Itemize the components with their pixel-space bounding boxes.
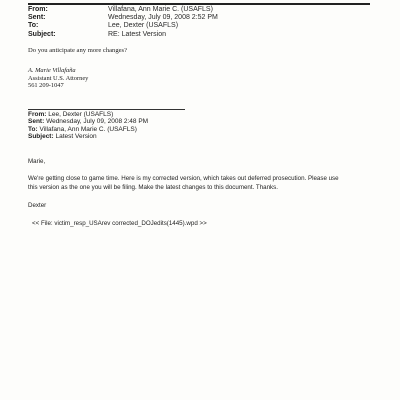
email2-signoff: Dexter bbox=[28, 202, 47, 209]
email1-body: Do you anticipate any more changes? bbox=[28, 47, 128, 54]
quoted-message-rule bbox=[28, 109, 185, 110]
subject-value: RE: Latest Version bbox=[108, 30, 166, 38]
from-label: From: bbox=[28, 6, 48, 13]
subject-value: Latest Version bbox=[55, 133, 97, 141]
to-value: Lee, Dexter (USAFLS) bbox=[108, 22, 179, 30]
top-rule bbox=[28, 3, 370, 5]
email2-greeting: Marie, bbox=[28, 158, 46, 165]
email2-from-row bbox=[28, 111, 388, 118]
email1-subject-row bbox=[28, 31, 388, 39]
to-label: To: bbox=[28, 125, 38, 133]
sent-label: Sent: bbox=[28, 14, 46, 22]
email2-paragraph-line1: We're getting close to game time. Here is my corrected version, which takes out deferred prosecution. Please use bbox=[28, 175, 339, 182]
email2-header bbox=[28, 111, 388, 141]
from-label: From: bbox=[28, 111, 47, 118]
signature-name: A. Marie Villafaña bbox=[28, 67, 76, 74]
email1-to-row bbox=[28, 22, 388, 30]
signature-title: Assistant U.S. Attorney bbox=[28, 74, 89, 82]
email2-to-row bbox=[28, 126, 388, 133]
to-value: Villafana, Ann Marie C. (USAFLS) bbox=[39, 125, 137, 133]
email1-header bbox=[28, 6, 388, 39]
to-label: To: bbox=[28, 22, 39, 30]
email2-paragraph-line2: this version as the one you will be filing. Make the latest changes to this document. Thanks. bbox=[28, 184, 278, 191]
attachment-link[interactable]: << File: victim_resp_USArev corrected_DOJedits(1445).wpd >> bbox=[32, 220, 207, 227]
signature-phone: 561 209-1047 bbox=[28, 82, 64, 90]
sent-value: Wednesday, July 09, 2008 2:48 PM bbox=[46, 118, 149, 126]
email1-from-row bbox=[28, 6, 388, 14]
email1-signature bbox=[28, 67, 88, 90]
subject-label: Subject: bbox=[28, 30, 56, 38]
subject-label: Subject: bbox=[28, 133, 54, 141]
sent-value: Wednesday, July 09, 2008 2:52 PM bbox=[108, 14, 218, 22]
email1-sent-row bbox=[28, 14, 388, 22]
email2-subject-row bbox=[28, 133, 388, 140]
from-value: Villafana, Ann Marie C. (USAFLS) bbox=[108, 6, 213, 13]
sent-label: Sent: bbox=[28, 118, 45, 126]
from-value: Lee, Dexter (USAFLS) bbox=[48, 111, 114, 118]
email2-sent-row bbox=[28, 118, 388, 125]
